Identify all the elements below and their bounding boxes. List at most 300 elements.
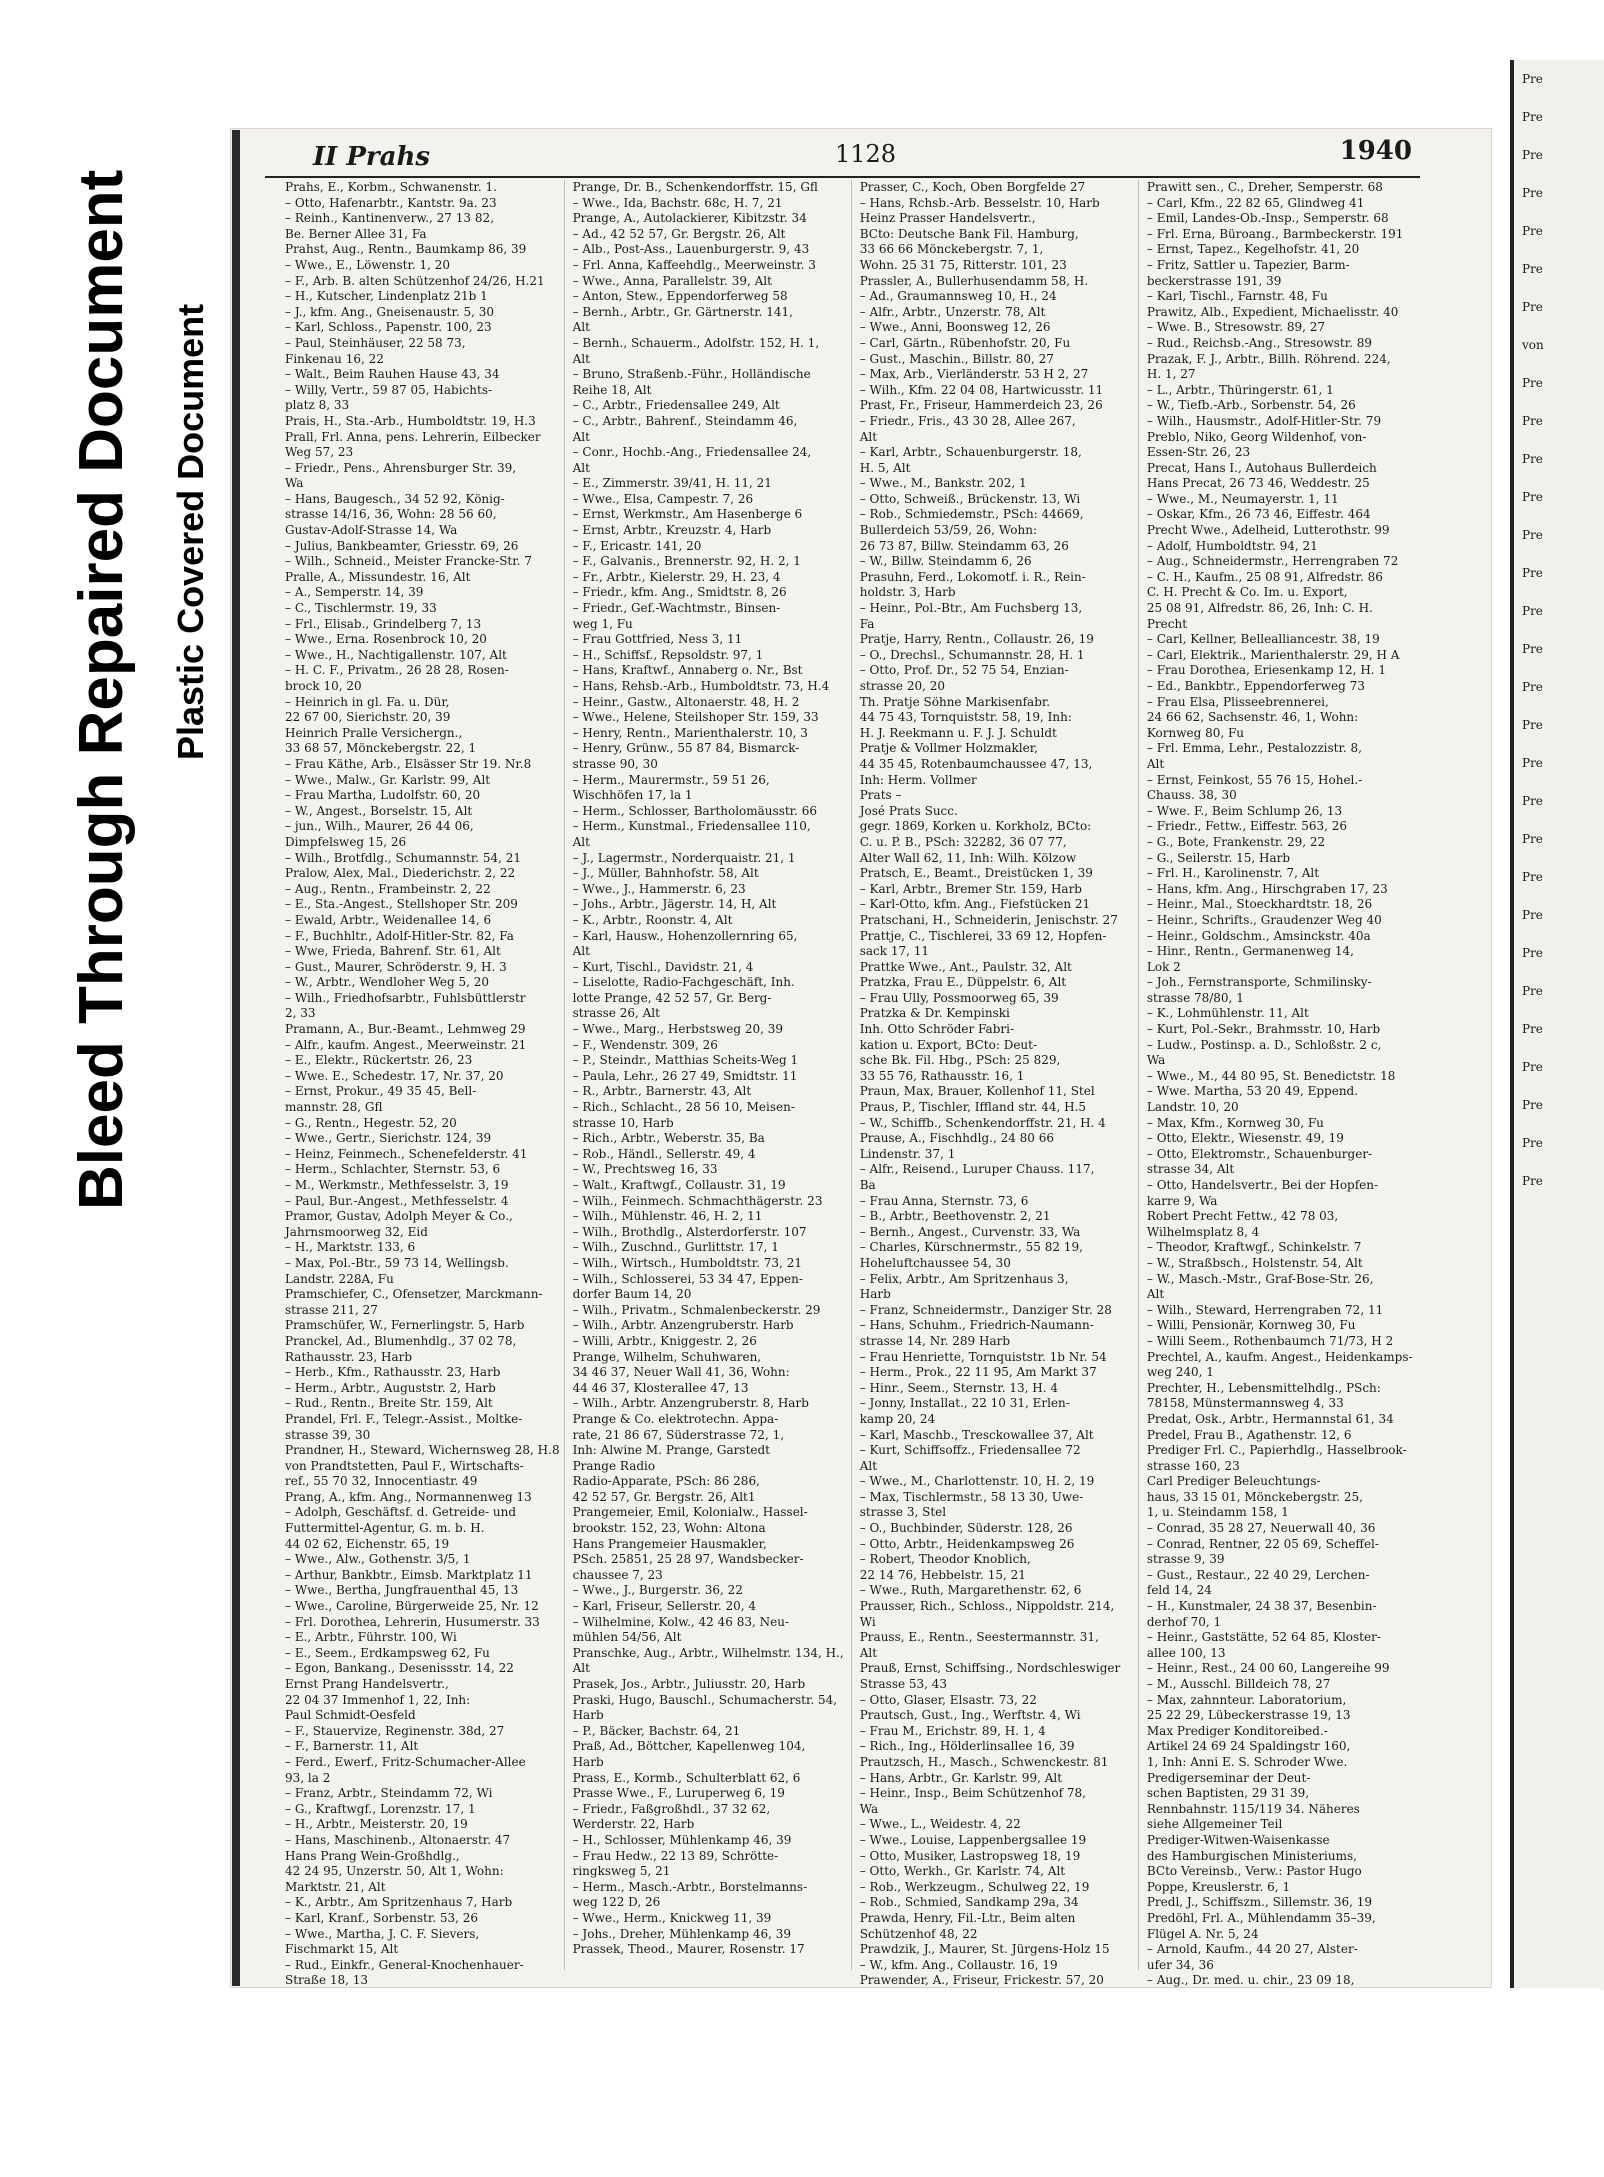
directory-entry: – Aug., Rentn., Frambeinstr. 2, 22: [285, 881, 491, 896]
directory-entry: – Kurt, Pol.-Sekr., Brahmsstr. 10, Harb: [1146, 1022, 1381, 1037]
directory-entry: – B., Arbtr., Beethovenstr. 2, 21: [859, 1209, 1051, 1224]
directory-entry: – P., Bäcker, Bachstr. 64, 21: [572, 1723, 741, 1738]
directory-entry: – Frau Käthe, Arb., Elsässer Str 19. Nr.8: [285, 756, 532, 771]
directory-entry: – Wilh., Steward, Herrengraben 72, 11: [1146, 1302, 1384, 1317]
directory-entry: Pranschke, Aug., Arbtr., Wilhelmstr. 134, H.,: [572, 1645, 844, 1660]
directory-entry: – Wilh., Kfm. 22 04 08, Hartwicusstr. 11: [859, 382, 1104, 397]
directory-entry: 25 08 91, Alfredstr. 86, 26, Inh: C. H.: [1146, 601, 1373, 616]
directory-entry: Radio-Apparate, PSch: 86 286,: [572, 1474, 760, 1489]
directory-entry: 1, Inh: Anni E. S. Schroder Wwe.: [1146, 1754, 1348, 1769]
directory-entry: strasse 3, Stel: [859, 1505, 947, 1520]
adjacent-page-line: Pre: [1522, 262, 1543, 276]
directory-entry: – Hans, Rehsb.-Arb., Humboldtstr. 73, H.4: [572, 679, 830, 693]
plastic-covered-label: Plastic Covered Document: [170, 303, 211, 760]
adjacent-page-line: Pre: [1522, 1098, 1543, 1112]
directory-entry: – Wwe., Anni, Boonsweg 12, 26: [859, 320, 1051, 335]
directory-entry: – Heinr., Goldschm., Amsinckstr. 40a: [1146, 928, 1371, 943]
directory-entry: – F., Galvanis., Brennerstr. 92, H. 2, 1: [572, 554, 801, 569]
directory-entry: ufer 34, 36: [1146, 1957, 1214, 1972]
directory-entry: Predöhl, Frl. A., Mühlendamm 35–39,: [1146, 1910, 1376, 1925]
directory-entry: – Wwe., Erna. Rosenbrock 10, 20: [285, 632, 487, 647]
directory-entry: – Heinrich in gl. Fa. u. Dür,: [285, 694, 450, 709]
directory-entry: Prauss, E., Rentn., Seestermannstr. 31,: [859, 1630, 1099, 1645]
directory-entry: – Ernst, Prokur., 49 35 45, Bell-: [285, 1084, 477, 1099]
directory-entry: – Frl. Dorothea, Lehrerin, Husumerstr. 33: [285, 1614, 540, 1629]
directory-entry: – O., Buchbinder, Süderstr. 128, 26: [859, 1521, 1073, 1536]
directory-entry: strasse 160, 23: [1146, 1458, 1240, 1473]
directory-entry: – Max, Arb., Vierländerstr. 53 H 2, 27: [859, 367, 1089, 382]
directory-entry: – Wwe., Marg., Herbstsweg 20, 39: [572, 1022, 784, 1037]
directory-entry: – W., Billw. Steindamm 6, 26: [859, 554, 1032, 569]
directory-entry: Alt: [572, 944, 590, 959]
directory-entry: – Franz, Arbtr., Steindamm 72, Wi: [285, 1786, 493, 1801]
directory-entry: – Hinr., Seem., Sternstr. 13, H. 4: [859, 1380, 1058, 1395]
directory-entry: – Alb., Post-Ass., Lauenburgerstr. 9, 43: [572, 242, 810, 257]
directory-entry: – Ernst, Tapez., Kegelhofstr. 41, 20: [1146, 242, 1360, 257]
directory-entry: – Herm., Schlosser, Bartholomäusstr. 66: [572, 803, 817, 818]
directory-entry: – Reinh., Kantinenverw., 27 13 82,: [285, 211, 494, 226]
directory-entry: – Julius, Bankbeamter, Griesstr. 69, 26: [285, 538, 519, 553]
directory-entry: – Wwe., J., Hammerstr. 6, 23: [572, 881, 746, 896]
directory-entry: – Wwe., Gertr., Sierichstr. 124, 39: [285, 1131, 492, 1146]
directory-entry: Alt: [859, 429, 878, 444]
directory-entry: brock 10, 20: [285, 679, 362, 693]
directory-entry: Hoheluftchaussee 54, 30: [859, 1255, 1011, 1270]
directory-entry: Reihe 18, Alt: [572, 382, 652, 397]
directory-entry: – Wilh., Zuschnd., Gurlittstr. 17, 1: [572, 1240, 779, 1255]
directory-entry: – Otto, Hafenarbtr., Kantstr. 9a. 23: [285, 195, 497, 210]
directory-entry: – Heinz, Feinmech., Schenefelderstr. 41: [285, 1146, 528, 1161]
directory-entry: – Wwe., Ida, Bachstr. 68c, H. 7, 21: [572, 195, 783, 210]
directory-entry: – Gust., Maschin., Billstr. 80, 27: [859, 351, 1054, 366]
directory-entry: – Karl, Arbtr., Schauenburgerstr. 18,: [859, 445, 1082, 460]
directory-entry: – C., Tischlermstr. 19, 33: [285, 601, 437, 616]
directory-entry: – Ludw., Postinsp. a. D., Schloßstr. 2 c,: [1146, 1037, 1382, 1052]
directory-entry: – Ferd., Ewerf., Fritz-Schumacher-Allee: [285, 1754, 526, 1769]
directory-entry: – Max, Tischlermstr., 58 13 30, Uwe-: [859, 1489, 1084, 1504]
directory-entry: – Wwe., Caroline, Bürgerweide 25, Nr. 12: [285, 1599, 539, 1614]
directory-entry: gegr. 1869, Korken u. Korkholz, BCto:: [859, 819, 1092, 834]
directory-column-2: [573, 180, 852, 1970]
directory-entry: – H. C. F., Privatm., 26 28 28, Rosen-: [285, 663, 509, 678]
adjacent-page-line: Pre: [1522, 224, 1543, 238]
directory-entry: – W., Straßbsch., Holstenstr. 54, Alt: [1146, 1255, 1363, 1270]
directory-entry: – Frau M., Erichstr. 89, H. 1, 4: [859, 1723, 1046, 1738]
directory-entry: kation u. Export, BCto: Deut-: [859, 1037, 1038, 1052]
directory-entry: Prast, Fr., Friseur, Hammerdeich 23, 26: [859, 398, 1103, 413]
directory-entry: – Rob., Schmied, Sandkamp 29a, 34: [859, 1895, 1079, 1910]
directory-entry: – W., Tiefb.-Arb., Sorbenstr. 54, 26: [1146, 398, 1356, 413]
directory-entry: – K., Lohmühlenstr. 11, Alt: [1146, 1006, 1309, 1021]
directory-entry: strasse 211, 27: [285, 1302, 378, 1317]
directory-entry: C. H. Precht & Co. Im. u. Export,: [1146, 585, 1348, 600]
directory-entry: Jahrnsmoorweg 32, Eid: [285, 1224, 428, 1239]
directory-entry: mühlen 54/56, Alt: [572, 1630, 682, 1645]
directory-entry: haus, 33 15 01, Mönckebergstr. 25,: [1146, 1489, 1363, 1504]
directory-entry: – W., Arbtr., Wendloher Weg 5, 20: [285, 975, 490, 990]
directory-entry: – F., Stauervize, Reginenstr. 38d, 27: [285, 1723, 505, 1738]
directory-entry: – F., Arb. B. alten Schützenhof 24/26, H.21: [285, 273, 545, 288]
directory-entry: Artikel 24 69 24 Spaldingstr 160,: [1146, 1739, 1351, 1754]
directory-entry: – Karl, Hausw., Hohenzollernring 65,: [572, 928, 798, 943]
directory-entry: – Frau Dorothea, Eriesenkamp 12, H. 1: [1146, 663, 1387, 678]
directory-entry: – Carl, Kfm., 22 82 65, Glindweg 41: [1146, 195, 1365, 210]
directory-entry: Praß, Ad., Böttcher, Kapellenweg 104,: [572, 1739, 806, 1754]
directory-entry: – Henry, Rentn., Marienthalerstr. 10, 3: [572, 725, 808, 740]
directory-entry: – Otto, Werkh., Gr. Karlstr. 74, Alt: [859, 1864, 1066, 1879]
directory-entry: Alt: [572, 834, 590, 849]
directory-entry: H. 1, 27: [1146, 367, 1196, 382]
directory-entry: – Karl, Maschb., Tresckowallee 37, Alt: [859, 1427, 1094, 1442]
directory-entry: Straße 18, 13: [285, 1973, 369, 1988]
directory-entry: Pratsch, E., Beamt., Dreistücken 1, 39: [859, 866, 1093, 881]
directory-entry: Wa: [285, 476, 304, 491]
directory-entry: Prange, A., Autolackierer, Kibitzstr. 34: [572, 211, 807, 226]
directory-entry: – W., Prechtsweg 16, 33: [572, 1162, 718, 1177]
directory-entry: – Carl, Gärtn., Rübenhofstr. 20, Fu: [859, 335, 1071, 350]
directory-entry: Pratje & Vollmer Holzmakler,: [859, 741, 1038, 756]
directory-entry: – Hans, Rchsb.-Arb. Besselstr. 10, Harb: [859, 195, 1100, 210]
directory-entry: Praun, Max, Brauer, Kollenhof 11, Stel: [859, 1084, 1095, 1099]
directory-entry: Pramschüfer, W., Fernerlingstr. 5, Harb: [285, 1318, 525, 1333]
directory-entry: Alt: [572, 1661, 590, 1676]
directory-entry: – Wilh., Friedhofsarbtr., Fuhlsbüttlerstr: [285, 990, 526, 1005]
adjacent-page-line: Pre: [1522, 490, 1543, 504]
directory-entry: – Otto, Handelsvertr., Bei der Hopfen-: [1146, 1178, 1379, 1192]
directory-entry: Werderstr. 22, Harb: [572, 1817, 695, 1832]
directory-entry: brookstr. 152, 23, Wohn: Altona: [572, 1521, 766, 1536]
directory-entry: – Bruno, Straßenb.-Führ., Holländische: [572, 367, 811, 382]
directory-entry: Prawitz, Alb., Expedient, Michaelisstr. 40: [1146, 304, 1399, 319]
directory-entry: – Frl. Anna, Kaffeehdlg., Meerweinstr. 3: [572, 257, 816, 272]
directory-entry: Pralle, A., Missundestr. 16, Alt: [285, 569, 471, 584]
directory-entry: – F., Buchhltr., Adolf-Hitler-Str. 82, Fa: [285, 928, 514, 943]
directory-entry: – F., Ericastr. 141, 20: [572, 538, 702, 553]
directory-entry: Prazak, F. J., Arbtr., Billh. Röhrend. 224,: [1146, 351, 1391, 366]
directory-entry: Pranckel, Ad., Blumenhdlg., 37 02 78,: [285, 1333, 517, 1348]
directory-entry: – L., Arbtr., Thüringerstr. 61, 1: [1146, 382, 1334, 397]
directory-entry: – Theodor, Kraftwgf., Schinkelstr. 7: [1146, 1240, 1362, 1255]
directory-entry: – Ernst, Arbtr., Kreuzstr. 4, Harb: [572, 523, 772, 538]
directory-entry: – Felix, Arbtr., Am Spritzenhaus 3,: [859, 1271, 1069, 1286]
directory-entry: – Heinr., Schrifts., Graudenzer Weg 40: [1146, 912, 1382, 927]
directory-entry: – Aug., Dr. med. u. chir., 23 09 18,: [1146, 1973, 1355, 1988]
directory-entry: – Wwe., Herm., Knickweg 11, 39: [572, 1910, 772, 1925]
directory-entry: – Rich., Schlacht., 28 56 10, Meisen-: [572, 1100, 795, 1115]
directory-entry: strasse 14, Nr. 289 Harb: [859, 1333, 1011, 1348]
directory-entry: platz 8, 33: [285, 398, 350, 413]
directory-entry: holdstr. 3, Harb: [859, 585, 956, 600]
directory-entry: 33 55 76, Rathausstr. 16, 1: [859, 1068, 1025, 1083]
directory-entry: – Conrad, 35 28 27, Neuerwall 40, 36: [1146, 1521, 1376, 1536]
directory-entry: Wa: [1146, 1053, 1166, 1068]
directory-column-1: [285, 180, 565, 1988]
directory-entry: – K., Arbtr., Am Spritzenhaus 7, Harb: [285, 1895, 513, 1910]
directory-entry: Prausser, Rich., Schloss., Nippoldstr. 214,: [859, 1599, 1115, 1614]
directory-entry: Flügel A. Nr. 5, 24: [1146, 1926, 1259, 1941]
directory-entry: 33 68 57, Mönckebergstr. 22, 1: [285, 741, 477, 756]
directory-entry: Essen-Str. 26, 23: [1146, 445, 1251, 460]
directory-entry: beckerstrasse 191, 39: [1146, 273, 1282, 288]
directory-entry: strasse 78/80, 1: [1146, 990, 1244, 1005]
directory-entry: 33 66 66 Mönckebergstr. 7, 1,: [859, 242, 1044, 257]
directory-entry: – Rich., Ing., Hölderlinsallee 16, 39: [859, 1739, 1075, 1754]
adjacent-page-line: Pre: [1522, 1060, 1543, 1074]
directory-entry: – G., Kraftwgf., Lorenzstr. 17, 1: [285, 1801, 476, 1816]
directory-entry: – E., Seem., Erdkampsweg 62, Fu: [285, 1645, 490, 1660]
directory-entry: – Rud., Rentn., Breite Str. 159, Alt: [285, 1396, 493, 1411]
adjacent-page-line: Pre: [1522, 946, 1543, 960]
directory-entry: – Hans, Arbtr., Gr. Karlstr. 99, Alt: [859, 1770, 1063, 1785]
directory-entry: strasse 34, Alt: [1146, 1162, 1235, 1177]
directory-entry: – Wilh., Mühlenstr. 46, H. 2, 11: [572, 1209, 763, 1224]
directory-entry: – H., Kunstmaler, 24 38 37, Besenbin-: [1146, 1599, 1377, 1614]
directory-entry: – Herm., Maurermstr., 59 51 26,: [572, 772, 770, 787]
directory-entry: Robert Precht Fettw., 42 78 03,: [1146, 1209, 1339, 1224]
directory-entry: 1, u. Steindamm 158, 1: [1146, 1505, 1289, 1520]
directory-entry: – E., Elektr., Rückertstr. 26, 23: [285, 1053, 473, 1068]
directory-entry: – Ewald, Arbtr., Weidenallee 14, 6: [285, 912, 492, 927]
directory-column-4: [1146, 180, 1425, 1988]
directory-entry: – Wilh., Wirtsch., Humboldtstr. 73, 21: [572, 1255, 802, 1270]
directory-entry: – E., Sta.-Angest., Stellshoper Str. 209: [285, 897, 518, 912]
directory-entry: – Wwe., Bertha, Jungfrauenthal 45, 13: [285, 1583, 519, 1598]
directory-entry: – Rob., Händl., Sellerstr. 49, 4: [572, 1146, 756, 1161]
directory-entry: weg 1, Fu: [572, 616, 633, 631]
directory-entry: José Prats Succ.: [859, 803, 958, 818]
directory-entry: Pralow, Alex, Mal., Diederichstr. 2, 22: [285, 866, 516, 881]
binding-edge: [232, 130, 240, 1986]
directory-entry: – Wwe., Elsa, Campestr. 7, 26: [572, 491, 754, 506]
directory-entry: Marktstr. 21, Alt: [285, 1879, 386, 1894]
directory-entry: Alt: [859, 1645, 878, 1660]
directory-entry: ref., 55 70 32, Innocentiastr. 49: [285, 1474, 478, 1489]
directory-entry: – Henry, Grünw., 55 87 84, Bismarck-: [572, 741, 800, 756]
directory-entry: – Friedr., Gef.-Wachtmstr., Binsen-: [572, 601, 781, 616]
adjacent-page-line: Pre: [1522, 376, 1543, 390]
directory-entry: BCto Vereinsb., Verw.: Pastor Hugo: [1146, 1864, 1362, 1879]
directory-entry: strasse 14/16, 36, Wohn: 28 56 60,: [285, 507, 497, 522]
directory-entry: – W., kfm. Ang., Collaustr. 16, 19: [859, 1957, 1058, 1972]
directory-entry: derhof 70, 1: [1146, 1614, 1222, 1629]
directory-entry: Wohn. 25 31 75, Ritterstr. 101, 23: [859, 257, 1067, 272]
directory-entry: – Alfr., Arbtr., Unzerstr. 78, Alt: [859, 304, 1046, 319]
directory-entry: Prautzsch, H., Masch., Schwenckestr. 81: [859, 1754, 1109, 1769]
adjacent-page-fragment: [1510, 60, 1604, 1990]
directory-entry: Pratzka & Dr. Kempinski: [859, 1006, 1010, 1021]
directory-entry: – Adolph, Geschäftsf. d. Getreide- und: [285, 1505, 517, 1520]
directory-entry: – Kurt, Tischl., Davidstr. 21, 4: [572, 959, 754, 974]
directory-entry: – Wilh., Brotfdlg., Schumannstr. 54, 21: [285, 850, 522, 865]
directory-entry: Prahs, E., Korbm., Schwanenstr. 1.: [285, 180, 497, 194]
directory-entry: – Alfr., Reisend., Luruper Chauss. 117,: [859, 1162, 1095, 1177]
directory-entry: – Heinr., Gaststätte, 52 64 85, Kloster-: [1146, 1630, 1381, 1645]
directory-entry: – J., Lagermstr., Norderquaistr. 21, 1: [572, 850, 796, 865]
directory-entry: Paul Schmidt-Oesfeld: [285, 1708, 416, 1723]
directory-entry: Hans Prangemeier Hausmakler,: [572, 1536, 767, 1551]
page-header: [265, 132, 1420, 178]
directory-entry: Wa: [859, 1801, 879, 1816]
directory-entry: – Rud., Reichsb.-Ang., Stresowstr. 89: [1146, 335, 1373, 350]
directory-entry: – Frau Henriette, Tornquiststr. 1b Nr. 54: [859, 1349, 1107, 1364]
directory-entry: weg 122 D, 26: [572, 1895, 661, 1910]
directory-entry: – Frau Ully, Possmoorweg 65, 39: [859, 990, 1059, 1005]
directory-entry: Prawender, A., Friseur, Frickestr. 57, 20: [859, 1973, 1104, 1988]
directory-entry: – C. H., Kaufm., 25 08 91, Alfredstr. 86: [1146, 569, 1383, 584]
directory-entry: strasse 9, 39: [1146, 1552, 1225, 1567]
directory-entry: Hans Precat, 26 73 46, Weddestr. 25: [1146, 476, 1370, 491]
directory-entry: – Johs., Dreher, Mühlenkamp 46, 39: [572, 1926, 791, 1941]
directory-entry: – R., Arbtr., Barnerstr. 43, Alt: [572, 1084, 752, 1099]
directory-entry: PSch. 25851, 25 28 97, Wandsbecker-: [572, 1552, 804, 1567]
directory-entry: – Ad., Graumannsweg 10, H., 24: [859, 289, 1057, 304]
directory-entry: strasse 26, Alt: [572, 1006, 660, 1021]
directory-entry: Predel, Frau B., Agathenstr. 12, 6: [1146, 1427, 1352, 1442]
directory-entry: – Wilh., Brothdlg., Alsterdorferstr. 107: [572, 1224, 807, 1239]
directory-entry: Prawdzik, J., Maurer, St. Jürgens-Holz 15: [859, 1942, 1110, 1957]
directory-entry: 44 02 62, Eichenstr. 65, 19: [285, 1536, 450, 1551]
directory-entry: – Friedr., Faßgroßhdl., 37 32 62,: [572, 1801, 771, 1816]
label-strip: [0, 0, 230, 2177]
directory-entry: Inh. Otto Schröder Fabri-: [859, 1022, 1015, 1037]
directory-entry: siehe Allgemeiner Teil: [1146, 1817, 1283, 1832]
directory-entry: von Prandtstetten, Paul F., Wirtschafts-: [285, 1458, 524, 1473]
directory-entry: 78158, Münstermannsweg 4, 33: [1146, 1396, 1344, 1411]
directory-entry: – Karl, Tischl., Farnstr. 48, Fu: [1146, 289, 1328, 304]
directory-entry: Prechter, H., Lebensmittelhdlg., PSch:: [1146, 1380, 1381, 1395]
directory-entry: – Hans, Maschinenb., Altonaerstr. 47: [285, 1832, 511, 1847]
directory-entry: Prange & Co. elektrotechn. Appa-: [572, 1411, 779, 1426]
directory-entry: – M., Werkmstr., Methfesselstr. 3, 19: [285, 1178, 509, 1192]
directory-entry: – W., Angest., Borselstr. 15, Alt: [285, 803, 473, 818]
directory-entry: – Wwe, Frieda, Bahrenf. Str. 61, Alt: [285, 944, 501, 959]
directory-entry: – Wwe., Louise, Lappenbergsallee 19: [859, 1832, 1087, 1847]
directory-entry: Th. Pratje Söhne Markisenfabr.: [859, 694, 1051, 709]
directory-entry: Prattke Wwe., Ant., Paulstr. 32, Alt: [859, 959, 1072, 974]
directory-entry: Prangemeier, Emil, Kolonialw., Hassel-: [572, 1505, 808, 1520]
directory-entry: chaussee 7, 23: [572, 1567, 663, 1582]
directory-entry: – Arthur, Bankbtr., Eimsb. Marktplatz 11: [285, 1567, 533, 1582]
directory-entry: – Karl, Arbtr., Bremer Str. 159, Harb: [859, 881, 1082, 896]
directory-entry: – Herb., Kfm., Rathausstr. 23, Harb: [285, 1365, 501, 1380]
directory-entry: – Wilh., Schneid., Meister Francke-Str. 7: [285, 554, 532, 569]
directory-entry: – Paul, Steinhäuser, 22 58 73,: [285, 335, 466, 350]
directory-entry: – Carl, Kellner, Bellealliancestr. 38, 19: [1146, 632, 1380, 647]
adjacent-page-line: Pre: [1522, 566, 1543, 580]
directory-entry: Be. Berner Allee 31, Fa: [285, 226, 427, 241]
directory-entry: – Wwe., Alw., Gothenstr. 3/5, 1: [285, 1552, 471, 1567]
directory-entry: C. u. P. B., PSch: 32282, 36 07 77,: [859, 834, 1067, 849]
adjacent-page-line: Pre: [1522, 718, 1543, 732]
directory-entry: Rennbahnstr. 115/119 34. Näheres: [1146, 1801, 1360, 1816]
directory-entry: Prais, H., Sta.-Arb., Humboldtstr. 19, H.3: [285, 413, 536, 428]
directory-entry: – Wwe., H., Nachtigallenstr. 107, Alt: [285, 647, 507, 662]
directory-entry: – C., Arbtr., Bahrenf., Steindamm 46,: [572, 413, 798, 428]
directory-entry: – Frau Hedw., 22 13 89, Schrötte-: [572, 1848, 779, 1863]
directory-entry: Prange, Wilhelm, Schuhwaren,: [572, 1349, 762, 1364]
directory-entry: Heinrich Pralle Versichergn.,: [285, 725, 463, 740]
directory-entry: Hans Prang Wein-Großhdlg.,: [285, 1848, 460, 1863]
directory-entry: – Willi, Arbtr., Kniggestr. 2, 26: [572, 1333, 757, 1348]
directory-entry: Prandner, H., Steward, Wichernsweg 28, H.8: [285, 1443, 560, 1458]
directory-entry: – Emil, Landes-Ob.-Insp., Semperstr. 68: [1146, 211, 1389, 226]
directory-entry: – Heinr., Rest., 24 00 60, Langereihe 99: [1146, 1661, 1390, 1676]
directory-entry: – Herm., Arbtr., Auguststr. 2, Harb: [285, 1380, 496, 1395]
directory-entry: – Wwe. F., Beim Schlump 26, 13: [1146, 803, 1343, 818]
directory-entry: karre 9, Wa: [1146, 1193, 1218, 1208]
directory-entry: 44 46 37, Klosterallee 47, 13: [572, 1380, 749, 1395]
directory-entry: – Willi, Pensionär, Kornweg 30, Fu: [1146, 1318, 1356, 1333]
directory-entry: 42 24 95, Unzerstr. 50, Alt 1, Wohn:: [285, 1864, 504, 1879]
directory-entry: Futtermittel-Agentur, G. m. b. H.: [285, 1521, 485, 1536]
directory-entry: – Wilh., Privatm., Schmalenbeckerstr. 29: [572, 1302, 821, 1317]
directory-entry: Prasser, C., Koch, Oben Borgfelde 27: [859, 180, 1086, 194]
directory-entry: Chauss. 38, 30: [1146, 788, 1237, 803]
directory-entry: – Wwe., L., Weidestr. 4, 22: [859, 1817, 1021, 1832]
adjacent-page-line: Pre: [1522, 604, 1543, 618]
directory-entry: – Wwe. B., Stresowstr. 89, 27: [1146, 320, 1326, 335]
directory-entry: – Karl, Friseur, Sellerstr. 20, 4: [572, 1599, 757, 1614]
directory-entry: – Joh., Fernstransporte, Schmilinsky-: [1146, 975, 1372, 990]
directory-entry: – Wwe., Martha, J. C. F. Sievers,: [285, 1926, 480, 1941]
directory-entry: Inh: Herm. Vollmer: [859, 772, 977, 787]
directory-entry: – Rob., Schmiedemstr., PSch: 44669,: [859, 507, 1084, 522]
directory-entry: – Wwe., E., Löwenstr. 1, 20: [285, 257, 451, 272]
directory-entry: Praus, P., Tischler, Iffland str. 44, H.5: [859, 1100, 1087, 1115]
directory-entry: – Ed., Bankbtr., Eppendorferweg 73: [1146, 679, 1365, 693]
directory-entry: – Hans, Kraftwf., Annaberg o. Nr., Bst: [572, 663, 803, 678]
directory-entry: Preblo, Niko, Georg Wildenhof, von-: [1146, 429, 1367, 444]
directory-entry: Prawda, Henry, Fil.-Ltr., Beim alten: [859, 1910, 1076, 1925]
directory-entry: Lok 2: [1146, 959, 1181, 974]
directory-entry: – Frl. Emma, Lehr., Pestalozzistr. 8,: [1146, 741, 1362, 756]
directory-entry: – Heinr., Insp., Beim Schützenhof 78,: [859, 1786, 1086, 1801]
directory-entry: Harb: [572, 1754, 604, 1769]
directory-entry: kamp 20, 24: [859, 1411, 936, 1426]
directory-entry: – Frau Elsa, Plisseebrennerei,: [1146, 694, 1329, 709]
directory-entry: Finkenau 16, 22: [285, 351, 384, 366]
directory-entry: – Bernh., Angest., Curvenstr. 33, Wa: [859, 1224, 1081, 1239]
directory-entry: – Karl-Otto, kfm. Ang., Fiefstücken 21: [859, 897, 1091, 912]
directory-entry: – Anton, Stew., Eppendorferweg 58: [572, 289, 788, 304]
adjacent-page-line: Pre: [1522, 148, 1543, 162]
directory-entry: Poppe, Kreuslerstr. 6, 1: [1146, 1879, 1291, 1894]
directory-entry: – Egon, Bankang., Desenissstr. 14, 22: [285, 1661, 514, 1676]
directory-entry: – Herm., Schlachter, Sternstr. 53, 6: [285, 1162, 501, 1177]
directory-entry: 24 66 62, Sachsenstr. 46, 1, Wohn:: [1146, 710, 1359, 725]
directory-entry: Prauß, Ernst, Schiffsing., Nordschleswiger: [859, 1661, 1121, 1676]
directory-entry: Fischmarkt 15, Alt: [285, 1942, 399, 1957]
directory-entry: strasse 20, 20: [859, 679, 946, 693]
directory-entry: Gustav-Adolf-Strasse 14, Wa: [285, 523, 458, 538]
directory-entry: Wi: [859, 1614, 876, 1629]
directory-entry: 34 46 37, Neuer Wall 41, 36, Wohn:: [572, 1365, 790, 1380]
directory-entry: – Rich., Arbtr., Weberstr. 35, Ba: [572, 1131, 765, 1146]
directory-entry: – Frl. Erna, Büroang., Barmbeckerstr. 191: [1146, 226, 1404, 241]
directory-entry: – Wwe., M., Bankstr. 202, 1: [859, 476, 1027, 491]
directory-entry: Prall, Frl. Anna, pens. Lehrerin, Eilbecker: [285, 429, 541, 444]
directory-entry: mannstr. 28, Gfl: [285, 1100, 383, 1115]
directory-entry: Prassler, A., Bullerhusendamm 58, H.: [859, 273, 1089, 288]
directory-entry: Kornweg 80, Fu: [1146, 725, 1245, 740]
bleed-through-label: Bleed Through Repaired Document: [67, 169, 136, 1210]
directory-entry: Schützenhof 48, 22: [859, 1926, 978, 1941]
directory-entry: – Rud., Einkfr., General-Knochenhauer-: [285, 1957, 524, 1972]
directory-entry: – Max, zahnnteur. Laboratorium,: [1146, 1692, 1347, 1707]
directory-entry: – Frau Martha, Ludolfstr. 60, 20: [285, 788, 481, 803]
directory-entry: – Otto, Schweiß., Brückenstr. 13, Wi: [859, 491, 1081, 506]
directory-entry: – Wilh., Feinmech. Schmachthägerstr. 23: [572, 1193, 823, 1208]
